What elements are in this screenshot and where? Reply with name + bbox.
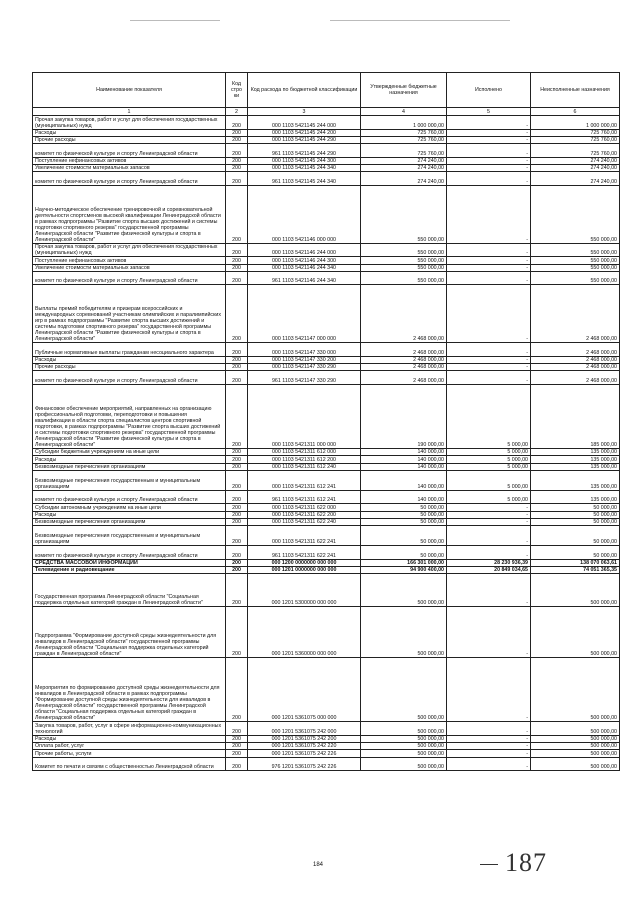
- row-name: Комитет по печати и связям с общественностью Ленинградской области: [33, 757, 226, 771]
- row-approved: 140 000,00: [361, 448, 447, 455]
- top-rule: [130, 20, 220, 21]
- table-row: [33, 185, 620, 243]
- row-kbk: 000 1103 5421146 000 000: [248, 185, 361, 243]
- row-line-code: 200: [226, 257, 248, 264]
- row-remaining: 50 000,00: [531, 518, 620, 525]
- row-name: Безвозмездные перечисления государственным и муниципальным организациям: [33, 470, 226, 490]
- table-row: [33, 129, 620, 136]
- row-executed: -: [447, 526, 531, 546]
- row-executed: -: [447, 136, 531, 143]
- row-kbk: 000 1201 5361075 242 220: [248, 743, 361, 750]
- row-name: комитет по физической культуре и спорту Ленинградской области: [33, 144, 226, 158]
- row-approved: 50 000,00: [361, 526, 447, 546]
- table-row: [33, 172, 620, 186]
- header-kbk: Код расхода по бюджетной классификации: [248, 73, 361, 108]
- row-line-code: 200: [226, 356, 248, 363]
- row-approved: 140 000,00: [361, 490, 447, 504]
- row-kbk: 000 1103 5421311 000 000: [248, 384, 361, 448]
- table-row: [33, 606, 620, 657]
- row-line-code: 200: [226, 371, 248, 385]
- row-executed: 5 000,00: [447, 470, 531, 490]
- row-kbk: 000 1103 5421145 244 290: [248, 136, 361, 143]
- table-row: [33, 116, 620, 130]
- row-approved: 140 000,00: [361, 463, 447, 470]
- row-approved: 274 240,00: [361, 165, 447, 172]
- row-remaining: 274 240,00: [531, 172, 620, 186]
- row-name: Телевидение и радиовещание: [33, 566, 226, 573]
- row-approved: 50 000,00: [361, 518, 447, 525]
- row-executed: 5 000,00: [447, 384, 531, 448]
- row-line-code: 200: [226, 456, 248, 463]
- row-kbk: 000 1103 5421146 244 000: [248, 243, 361, 257]
- budget-table: [32, 72, 620, 771]
- row-executed: -: [447, 343, 531, 357]
- row-executed: -: [447, 285, 531, 343]
- table-row: [33, 743, 620, 750]
- row-name: Научно-методическое обеспечение тренировочной и соревновательной деятельности спортсменов высокой квалификации Ленинградской области в рамках подпрограммы "Развитие спорта высших достижений и системы подготовки спортивного резерва" государственной программы Ленинградской области "Развитие физической культуры и спорта в Ленинградской области": [33, 185, 226, 243]
- table-row: [33, 574, 620, 607]
- table-row: [33, 144, 620, 158]
- table-row: [33, 722, 620, 736]
- row-name: комитет по физической культуре и спорту Ленинградской области: [33, 271, 226, 285]
- table-row: [33, 157, 620, 164]
- stamp-dash: [480, 864, 498, 865]
- row-approved: 500 000,00: [361, 574, 447, 607]
- column-number: 1: [33, 108, 226, 116]
- row-kbk: 000 1103 5421145 244 200: [248, 129, 361, 136]
- row-name: Увеличение стоимости материальных запасов: [33, 165, 226, 172]
- row-line-code: 200: [226, 364, 248, 371]
- row-name: Подпрограмма "Формирование доступной среды жизнедеятельности для инвалидов в Ленинградской области" государственной программы Ленинградской области "Социальная поддержка отдельных категорий граждан в Ленинградской области": [33, 606, 226, 657]
- row-executed: -: [447, 157, 531, 164]
- row-kbk: 000 1103 5421145 244 340: [248, 165, 361, 172]
- row-name: комитет по физической культуре и спорту Ленинградской области: [33, 371, 226, 385]
- row-remaining: 2 468 000,00: [531, 364, 620, 371]
- row-line-code: 200: [226, 722, 248, 736]
- row-approved: 500 000,00: [361, 750, 447, 757]
- row-approved: 2 468 000,00: [361, 371, 447, 385]
- table-row: [33, 559, 620, 566]
- table-row: [33, 456, 620, 463]
- header-executed: Исполнено: [447, 73, 531, 108]
- row-remaining: 550 000,00: [531, 264, 620, 271]
- row-line-code: 200: [226, 157, 248, 164]
- row-line-code: 200: [226, 504, 248, 511]
- row-remaining: 500 000,00: [531, 743, 620, 750]
- column-number: 5: [447, 108, 531, 116]
- row-remaining: 50 000,00: [531, 504, 620, 511]
- row-line-code: 200: [226, 490, 248, 504]
- row-line-code: 200: [226, 185, 248, 243]
- row-name: Расходы: [33, 356, 226, 363]
- row-executed: -: [447, 172, 531, 186]
- row-remaining: 135 000,00: [531, 490, 620, 504]
- row-executed: -: [447, 116, 531, 130]
- row-approved: 550 000,00: [361, 185, 447, 243]
- row-kbk: 000 1103 5421146 244 300: [248, 257, 361, 264]
- row-remaining: 135 000,00: [531, 448, 620, 455]
- table-row: [33, 364, 620, 371]
- row-approved: 2 468 000,00: [361, 285, 447, 343]
- row-approved: 550 000,00: [361, 243, 447, 257]
- column-number: 4: [361, 108, 447, 116]
- row-name: Прочая закупка товаров, работ и услуг для обеспечения государственных (муниципальных) нужд: [33, 116, 226, 130]
- row-remaining: 50 000,00: [531, 546, 620, 560]
- row-kbk: 000 1201 5361075 242 226: [248, 750, 361, 757]
- row-remaining: 500 000,00: [531, 722, 620, 736]
- row-remaining: 500 000,00: [531, 750, 620, 757]
- row-name: Расходы: [33, 129, 226, 136]
- top-rule: [330, 20, 510, 21]
- row-approved: 1 000 000,00: [361, 116, 447, 130]
- row-line-code: 200: [226, 129, 248, 136]
- table-row: [33, 371, 620, 385]
- row-kbk: 000 1201 5300000 000 000: [248, 574, 361, 607]
- row-executed: -: [447, 271, 531, 285]
- row-remaining: 274 240,00: [531, 165, 620, 172]
- row-name: Государственная программа Ленинградской области "Социальная поддержка отдельных категорий граждан в Ленинградской области": [33, 574, 226, 607]
- row-line-code: 200: [226, 735, 248, 742]
- row-approved: 94 900 400,00: [361, 566, 447, 573]
- row-approved: 274 240,00: [361, 157, 447, 164]
- row-remaining: 500 000,00: [531, 735, 620, 742]
- row-remaining: 500 000,00: [531, 757, 620, 771]
- column-number: 2: [226, 108, 248, 116]
- row-line-code: 200: [226, 518, 248, 525]
- row-approved: 140 000,00: [361, 470, 447, 490]
- row-remaining: 725 760,00: [531, 144, 620, 158]
- table-row: [33, 504, 620, 511]
- row-executed: -: [447, 257, 531, 264]
- row-approved: 725 760,00: [361, 136, 447, 143]
- row-line-code: 200: [226, 172, 248, 186]
- row-remaining: 550 000,00: [531, 185, 620, 243]
- table-row: [33, 546, 620, 560]
- row-approved: 500 000,00: [361, 735, 447, 742]
- table-row: [33, 343, 620, 357]
- row-line-code: 200: [226, 165, 248, 172]
- row-executed: -: [447, 144, 531, 158]
- table-row: [33, 518, 620, 525]
- table-row: [33, 165, 620, 172]
- table-row: [33, 490, 620, 504]
- row-remaining: 135 000,00: [531, 456, 620, 463]
- row-kbk: 000 1103 5421311 612 241: [248, 470, 361, 490]
- row-executed: -: [447, 356, 531, 363]
- row-name: Выплаты премий победителям и призерам всероссийских и международных соревнований участникам олимпийских и паралимпийских игр в рамках подпрограммы "Развитие спорта высших достижений и системы подготовки спортивного резерва" государственной программы Ленинградской области "Развитие физической культуры и спорта в Ленинградской области": [33, 285, 226, 343]
- row-kbk: 961 1103 5421145 244 340: [248, 172, 361, 186]
- row-approved: 725 760,00: [361, 144, 447, 158]
- row-kbk: 000 1201 5361075 242 200: [248, 735, 361, 742]
- row-executed: 5 000,00: [447, 448, 531, 455]
- row-name: Прочая закупка товаров, работ и услуг для обеспечения государственных (муниципальных) нужд: [33, 243, 226, 257]
- row-approved: 274 240,00: [361, 172, 447, 186]
- row-remaining: 2 468 000,00: [531, 285, 620, 343]
- row-line-code: 200: [226, 511, 248, 518]
- row-kbk: 976 1201 5361075 242 226: [248, 757, 361, 771]
- row-name: Поступление нефинансовых активов: [33, 157, 226, 164]
- row-executed: -: [447, 504, 531, 511]
- row-name: Расходы: [33, 735, 226, 742]
- row-name: Финансовое обеспечение мероприятий, направленных на организацию профессиональной подготовки, переподготовки и повышения квалификации в области спорта специалистов центров спортивной подготовки, в рамках подпрограммы "Развитие спорта высших достижений и системы подготовки спортивного резерва" государственной программы Ленинградской области "Развитие физической культуры и спорта в Ленинградской области": [33, 384, 226, 448]
- row-remaining: 725 760,00: [531, 129, 620, 136]
- row-approved: 50 000,00: [361, 504, 447, 511]
- row-kbk: 000 1103 5421145 244 300: [248, 157, 361, 164]
- row-remaining: 185 000,00: [531, 384, 620, 448]
- header-remaining: Неисполненные назначения: [531, 73, 620, 108]
- row-remaining: 550 000,00: [531, 257, 620, 264]
- row-executed: 20 849 034,65: [447, 566, 531, 573]
- page-number: 184: [313, 862, 324, 868]
- row-executed: -: [447, 574, 531, 607]
- row-kbk: 000 1103 5421147 330 290: [248, 364, 361, 371]
- row-name: Публичные нормативные выплаты гражданам несоциального характера: [33, 343, 226, 357]
- row-line-code: 200: [226, 285, 248, 343]
- row-kbk: 000 1201 5360000 000 000: [248, 606, 361, 657]
- row-name: Оплата работ, услуг: [33, 743, 226, 750]
- row-remaining: 135 000,00: [531, 463, 620, 470]
- row-kbk: 000 1103 5421311 612 000: [248, 448, 361, 455]
- row-name: Прочие расходы: [33, 136, 226, 143]
- row-approved: 550 000,00: [361, 264, 447, 271]
- row-executed: 5 000,00: [447, 490, 531, 504]
- column-number: 6: [531, 108, 620, 116]
- row-line-code: 200: [226, 566, 248, 573]
- row-executed: -: [447, 606, 531, 657]
- table-row: [33, 658, 620, 722]
- row-kbk: 000 1103 5421147 000 000: [248, 285, 361, 343]
- row-line-code: 200: [226, 448, 248, 455]
- row-line-code: 200: [226, 136, 248, 143]
- row-name: Расходы: [33, 511, 226, 518]
- header-indicator-name: Наименование показателя: [33, 73, 226, 108]
- table-body: [33, 116, 620, 771]
- row-line-code: 200: [226, 574, 248, 607]
- row-kbk: 961 1103 5421311 612 241: [248, 490, 361, 504]
- row-line-code: 200: [226, 750, 248, 757]
- table-row: [33, 264, 620, 271]
- row-executed: 28 230 936,39: [447, 559, 531, 566]
- row-remaining: 550 000,00: [531, 271, 620, 285]
- row-executed: -: [447, 658, 531, 722]
- row-remaining: 500 000,00: [531, 574, 620, 607]
- row-remaining: 138 070 063,61: [531, 559, 620, 566]
- row-name: комитет по физической культуре и спорту Ленинградской области: [33, 490, 226, 504]
- table-row: [33, 757, 620, 771]
- row-name: Безвозмездные перечисления организациям: [33, 463, 226, 470]
- row-kbk: 961 1103 5421311 622 241: [248, 546, 361, 560]
- row-kbk: 000 1103 5421145 244 000: [248, 116, 361, 130]
- column-number: 3: [248, 108, 361, 116]
- row-line-code: 200: [226, 658, 248, 722]
- table-row: [33, 470, 620, 490]
- row-approved: 500 000,00: [361, 658, 447, 722]
- row-line-code: 200: [226, 264, 248, 271]
- row-kbk: 000 1103 5421311 622 241: [248, 526, 361, 546]
- row-line-code: 200: [226, 470, 248, 490]
- row-executed: -: [447, 364, 531, 371]
- row-executed: -: [447, 129, 531, 136]
- row-executed: -: [447, 185, 531, 243]
- row-kbk: 961 1103 5421146 244 340: [248, 271, 361, 285]
- row-approved: 2 468 000,00: [361, 356, 447, 363]
- row-kbk: 961 1103 5421145 244 290: [248, 144, 361, 158]
- row-line-code: 200: [226, 606, 248, 657]
- row-remaining: 274 240,00: [531, 157, 620, 164]
- table-row: [33, 750, 620, 757]
- row-approved: 2 468 000,00: [361, 364, 447, 371]
- row-approved: 140 000,00: [361, 456, 447, 463]
- row-line-code: 200: [226, 526, 248, 546]
- row-remaining: 500 000,00: [531, 658, 620, 722]
- row-line-code: 200: [226, 743, 248, 750]
- row-executed: -: [447, 546, 531, 560]
- row-executed: -: [447, 243, 531, 257]
- row-executed: -: [447, 757, 531, 771]
- table-row: [33, 285, 620, 343]
- row-line-code: 200: [226, 243, 248, 257]
- row-name: комитет по физической культуре и спорту Ленинградской области: [33, 546, 226, 560]
- row-executed: -: [447, 264, 531, 271]
- row-executed: 5 000,00: [447, 456, 531, 463]
- column-number-row: [33, 108, 620, 116]
- row-approved: 2 468 000,00: [361, 343, 447, 357]
- row-remaining: 500 000,00: [531, 606, 620, 657]
- row-executed: -: [447, 750, 531, 757]
- row-remaining: 50 000,00: [531, 511, 620, 518]
- row-kbk: 000 1103 5421311 622 000: [248, 504, 361, 511]
- row-approved: 50 000,00: [361, 546, 447, 560]
- row-approved: 500 000,00: [361, 722, 447, 736]
- row-line-code: 200: [226, 757, 248, 771]
- row-kbk: 000 1103 5421311 612 240: [248, 463, 361, 470]
- row-executed: -: [447, 371, 531, 385]
- row-kbk: 000 1201 0000000 000 000: [248, 566, 361, 573]
- row-remaining: 2 468 000,00: [531, 371, 620, 385]
- row-name: Увеличение стоимости материальных запасов: [33, 264, 226, 271]
- row-kbk: 000 1103 5421146 244 340: [248, 264, 361, 271]
- table-row: [33, 356, 620, 363]
- table-row: [33, 566, 620, 573]
- row-remaining: 2 468 000,00: [531, 356, 620, 363]
- row-remaining: 50 000,00: [531, 526, 620, 546]
- row-kbk: 000 1103 5421147 330 000: [248, 343, 361, 357]
- row-name: Расходы: [33, 456, 226, 463]
- row-kbk: 000 1103 5421311 612 200: [248, 456, 361, 463]
- row-line-code: 200: [226, 546, 248, 560]
- row-approved: 500 000,00: [361, 743, 447, 750]
- row-kbk: 000 1103 5421311 622 200: [248, 511, 361, 518]
- table-row: [33, 463, 620, 470]
- table-row: [33, 526, 620, 546]
- row-line-code: 200: [226, 144, 248, 158]
- table-row: [33, 243, 620, 257]
- row-name: Поступление нефинансовых активов: [33, 257, 226, 264]
- row-kbk: 961 1103 5421147 330 290: [248, 371, 361, 385]
- row-executed: -: [447, 743, 531, 750]
- row-remaining: 74 051 365,35: [531, 566, 620, 573]
- row-kbk: 000 1103 5421147 330 200: [248, 356, 361, 363]
- row-executed: -: [447, 722, 531, 736]
- table-row: [33, 271, 620, 285]
- row-executed: -: [447, 518, 531, 525]
- header-approved: Утвержденные бюджетные назначения: [361, 73, 447, 108]
- row-approved: 550 000,00: [361, 271, 447, 285]
- row-name: Субсидии бюджетным учреждениям на иные цели: [33, 448, 226, 455]
- row-approved: 500 000,00: [361, 606, 447, 657]
- row-approved: 725 760,00: [361, 129, 447, 136]
- row-name: Субсидии автономным учреждениям на иные цели: [33, 504, 226, 511]
- table-row: [33, 511, 620, 518]
- sheet-stamp-number: 187: [505, 848, 547, 877]
- row-line-code: 200: [226, 116, 248, 130]
- row-kbk: 000 1201 5361075 000 000: [248, 658, 361, 722]
- row-approved: 190 000,00: [361, 384, 447, 448]
- row-line-code: 200: [226, 559, 248, 566]
- table-row: [33, 448, 620, 455]
- table-row: [33, 384, 620, 448]
- row-remaining: 550 000,00: [531, 243, 620, 257]
- row-name: Прочие работы, услуги: [33, 750, 226, 757]
- row-kbk: 000 1200 0000000 000 000: [248, 559, 361, 566]
- row-name: Безвозмездные перечисления организациям: [33, 518, 226, 525]
- row-name: СРЕДСТВА МАССОВОЙ ИНФОРМАЦИИ: [33, 559, 226, 566]
- table-header-row: [33, 73, 620, 108]
- header-line-code: Код стро ки: [226, 73, 248, 108]
- row-name: комитет по физической культуре и спорту Ленинградской области: [33, 172, 226, 186]
- row-name: Мероприятия по формированию доступной среды жизнедеятельности для инвалидов в Ленинградской области в рамках подпрограммы "Формирование доступной среды жизнедеятельности для инвалидов в Ленинградской области" государственной программы Ленинградской области "Социальная поддержка отдельных категорий граждан в Ленинградской области": [33, 658, 226, 722]
- row-executed: -: [447, 735, 531, 742]
- row-approved: 500 000,00: [361, 757, 447, 771]
- row-name: Закупка товаров, работ, услуг в сфере информационно-коммуникационных технологий: [33, 722, 226, 736]
- row-executed: -: [447, 165, 531, 172]
- row-executed: -: [447, 511, 531, 518]
- row-remaining: 2 468 000,00: [531, 343, 620, 357]
- row-remaining: 725 760,00: [531, 136, 620, 143]
- table-row: [33, 257, 620, 264]
- row-line-code: 200: [226, 271, 248, 285]
- table-row: [33, 735, 620, 742]
- row-name: Прочие расходы: [33, 364, 226, 371]
- row-remaining: 135 000,00: [531, 470, 620, 490]
- row-line-code: 200: [226, 343, 248, 357]
- row-executed: 5 000,00: [447, 463, 531, 470]
- row-name: Безвозмездные перечисления государственным и муниципальным организациям: [33, 526, 226, 546]
- row-kbk: 000 1201 5361075 242 000: [248, 722, 361, 736]
- row-remaining: 1 000 000,00: [531, 116, 620, 130]
- row-approved: 166 301 000,00: [361, 559, 447, 566]
- budget-report: [32, 72, 619, 771]
- row-kbk: 000 1103 5421311 622 240: [248, 518, 361, 525]
- row-approved: 50 000,00: [361, 511, 447, 518]
- row-line-code: 200: [226, 463, 248, 470]
- row-approved: 550 000,00: [361, 257, 447, 264]
- row-line-code: 200: [226, 384, 248, 448]
- table-row: [33, 136, 620, 143]
